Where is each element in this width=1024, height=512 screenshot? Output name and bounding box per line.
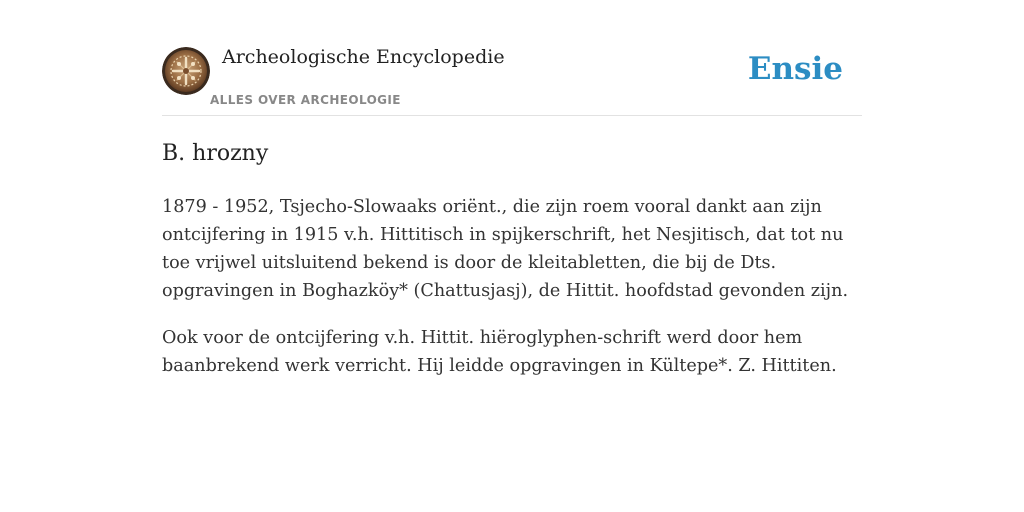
ensie-brand-link[interactable]: Ensie [747, 51, 843, 87]
entry-content [162, 139, 862, 399]
entry-paragraph: 1879 - 1952, Tsjecho-Slowaaks oriënt., die zijn roem vooral dankt aan zijn ontcijfering in 1915 v.h. Hittitisch in spijkerschrift, het Nesjitisch, dat tot nu toe vrijwel uitsluitend bekend is door de kleitabletten, die bij de Dts. opgravingen in Boghazköy* (Chattusjasj), de Hittit. hoofdstad gevonden zijn. [162, 197, 849, 301]
archaeological-coin-logo-icon [162, 47, 210, 95]
site-title[interactable]: Archeologische Encyclopedie [222, 46, 505, 68]
entry-title: B. hrozny [162, 141, 269, 166]
entry-paragraph: Ook voor de ontcijfering v.h. Hittit. hiëroglyphen-schrift werd door hem baanbrekend werk verricht. Hij leidde opgravingen in Kültepe*. Z. Hittiten. [162, 328, 837, 376]
site-logo[interactable] [162, 47, 210, 95]
site-subtitle: ALLES OVER ARCHEOLOGIE [210, 93, 401, 107]
site-header [162, 44, 862, 116]
